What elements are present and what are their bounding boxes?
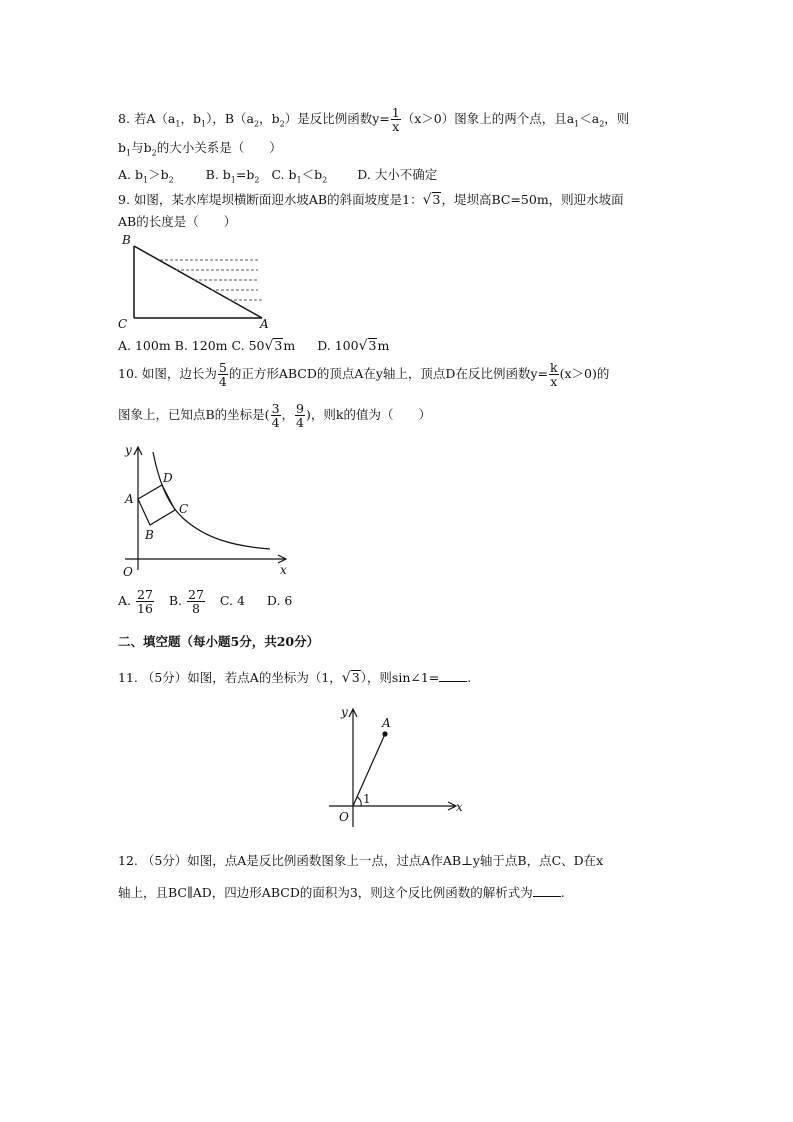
q8-text: ），B（a [206, 111, 254, 127]
q8-text: ＜a [579, 111, 600, 127]
section-title: 二、填空题（每小题5分，共20分） [118, 634, 320, 649]
label-a: A [382, 716, 391, 730]
q8-fraction [391, 106, 401, 133]
q9-option-a: A. 100m [118, 338, 171, 353]
q8-option-c: C. $b_1<b_2$ [271, 167, 328, 185]
q8-text: 8. 若A（a [118, 111, 176, 127]
q8-sub: 1 [175, 119, 181, 129]
angle-label: 1 [363, 792, 371, 806]
q8-line1 [118, 106, 629, 133]
q10-text: )，则k的值为（ ） [306, 407, 431, 423]
answer-blank [439, 671, 467, 682]
q8-sub: 2 [599, 119, 605, 129]
q9-text: 9. 如图，某水库堤坝横断面迎水坡AB的斜面坡度是1： [118, 192, 423, 207]
q10-bx-fraction: $\frac{3}{4}$ [271, 401, 280, 431]
q10-line1 [118, 361, 609, 388]
q8-option-a: A. $b_1>b_2$ [118, 167, 174, 185]
q8-text: ）是反比例函数y= [284, 111, 390, 127]
q11-line: 11. （5分）如图，若点A的坐标为（1，√3），则sin∠1= . [118, 670, 472, 686]
q9-sqrt: 3 [432, 192, 441, 207]
q10-option-a: A. $\frac{27}{16}$ [118, 587, 153, 617]
q8-option-d: D. 大小不确定 [357, 167, 438, 182]
q12-line2: 轴上，且BC∥AD，四边形ABCD的面积为3，则这个反比例函数的解析式为 . [118, 885, 565, 900]
q8-sub: 2 [279, 119, 285, 129]
q8-options [118, 167, 437, 185]
q9-option-c: C. 50√3m [231, 338, 296, 354]
q8-line2 [118, 140, 282, 158]
q10-k-fraction: $\frac{k}{x}$ [550, 360, 558, 390]
q10-figure [115, 442, 295, 582]
q8-option-b: B. $b_1=b_2$ [205, 167, 260, 185]
label-y: y [125, 443, 132, 457]
label-x: x [456, 800, 463, 814]
q9-dam-figure [110, 232, 270, 332]
q10-text: 10. 如图，边长为 [118, 366, 217, 382]
q12-line1: 12. （5分）如图，点A是反比例函数图象上一点，过点A作AB⊥y轴于点B，点C、D在x [118, 853, 604, 868]
label-b: B [145, 528, 154, 542]
q8-text: ，则 [604, 111, 630, 127]
q10-by-fraction: $\frac{9}{4}$ [296, 401, 304, 431]
q9-option-b: B. 120m [174, 338, 228, 353]
q9-option-d: D. 100√3m [317, 338, 390, 354]
q8-sub: 2 [253, 119, 260, 129]
q10-side-fraction: $\frac{5}{4}$ [218, 360, 227, 390]
q10-text: 图象上，已知点B的坐标是( [118, 407, 270, 423]
q10-text: 的正方形ABCD的顶点A在y轴上，顶点D在反比例函数y= [228, 366, 548, 382]
q8-sub: 1 [574, 119, 580, 129]
label-a: A [260, 317, 269, 331]
q10-option-d: D. 6 [266, 593, 293, 609]
frac-denominator: x [392, 119, 400, 135]
q8-text: b [118, 140, 127, 155]
q9-line1: 9. 如图，某水库堤坝横断面迎水坡AB的斜面坡度是1：√3，堤坝高BC=50m，则迎水坡面 [118, 192, 624, 208]
q8-text: （x＞0）图象上的两个点，且a [401, 111, 575, 127]
answer-blank [533, 886, 561, 897]
label-o: O [123, 565, 133, 579]
q8-sub: 1 [201, 119, 207, 129]
q12-text: 轴上，且BC∥AD，四边形ABCD的面积为3，则这个反比例函数的解析式为 [118, 885, 533, 900]
q9-text: ，堤坝高BC=50m，则迎水坡面 [441, 192, 624, 207]
label-d: D [163, 471, 173, 485]
q11-sqrt: 3 [351, 670, 360, 685]
q9-options [118, 338, 389, 355]
q10-option-b: B. $\frac{27}{8}$ [168, 587, 204, 617]
q8-text: 与b [131, 140, 152, 155]
label-c: C [118, 317, 128, 331]
label-a: A [125, 492, 134, 506]
q10-text: (x＞0)的 [559, 366, 610, 382]
q11-text: ），则sin∠1= [360, 670, 440, 685]
label-b: B [122, 233, 131, 247]
q9-line2: AB的长度是（ ） [118, 214, 237, 229]
frac-numerator: 1 [391, 105, 400, 120]
label-y: y [341, 705, 348, 719]
q11-text: 11. （5分）如图，若点A的坐标为（1， [118, 670, 342, 685]
label-x: x [280, 563, 287, 577]
q10-line2: 图象上，已知点B的坐标是( $\frac{3}{4}$ ， $\frac{9}{4}$ )，则k的值为（ ） [118, 401, 431, 431]
q8-text: ，b [259, 111, 280, 127]
q8-text: ，b [180, 111, 201, 127]
q10-options [118, 588, 292, 615]
q8-sub: 1 [126, 148, 132, 158]
q10-option-c: C. 4 [219, 593, 245, 609]
label-c: C [179, 502, 189, 516]
q11-figure [325, 702, 475, 832]
q8-text: 的大小关系是（ ） [156, 140, 282, 155]
label-o: O [339, 810, 349, 824]
q8-sub: 2 [151, 148, 157, 158]
